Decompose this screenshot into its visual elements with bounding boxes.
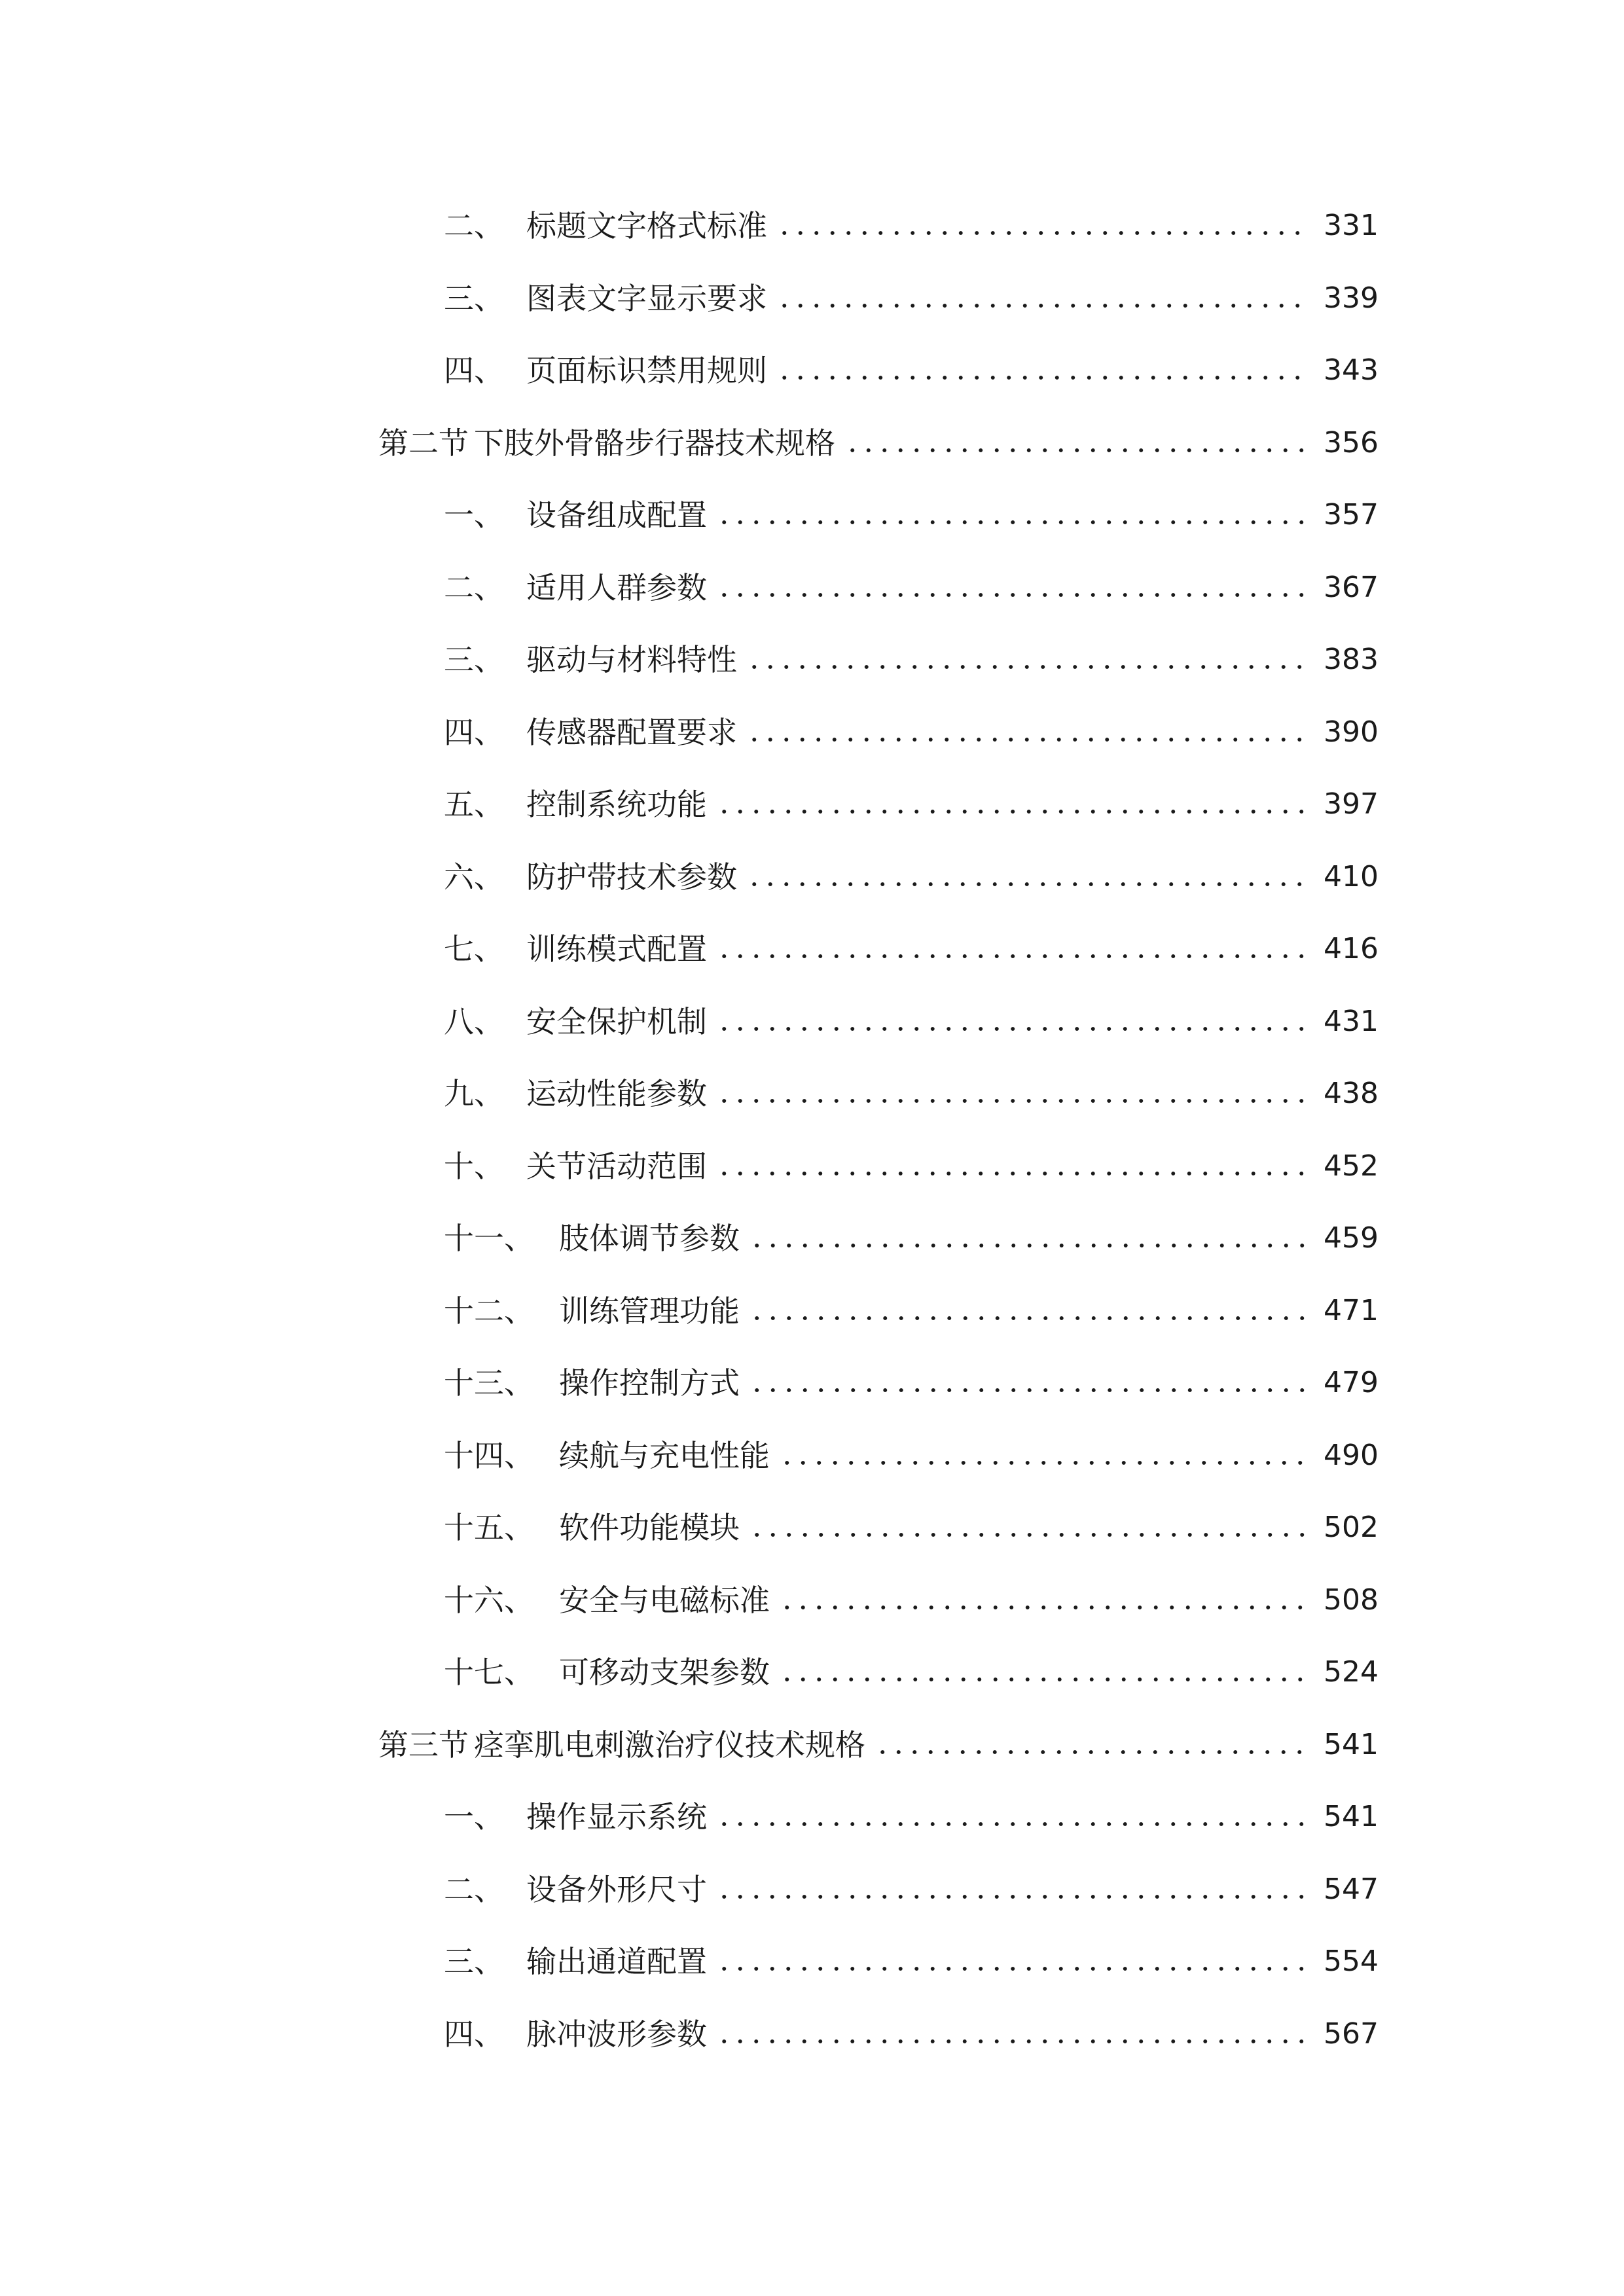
toc-entry-numeral: 三、 [444,642,504,678]
toc-entry-title: 驱动与材料特性 [526,642,737,678]
toc-section-entry[interactable] [378,1709,1379,1782]
toc-subsection-entry[interactable] [378,1564,1379,1637]
dot-leader [875,1750,1308,1754]
toc-subsection-entry[interactable] [378,696,1379,769]
toc-entry-numeral: 三、 [444,1944,504,1980]
toc-entry-page-number: 452 [1324,1149,1379,1183]
toc-entry-title: 运动性能参数 [526,1076,707,1112]
toc-entry-numeral: 第三节 [378,1727,469,1763]
toc-entry-numeral: 二、 [444,208,504,244]
toc-subsection-entry[interactable] [378,479,1379,552]
dot-leader [716,1895,1308,1899]
toc-entry-page-number: 397 [1324,787,1379,821]
toc-subsection-entry[interactable] [378,913,1379,986]
toc-entry-page-number: 567 [1324,2017,1379,2051]
toc-entry-numeral: 六、 [444,859,504,895]
toc-entry-numeral: 十四、 [444,1437,534,1473]
toc-subsection-entry[interactable] [378,1781,1379,1854]
toc-entry-numeral: 四、 [444,353,504,389]
toc-entry-page-number: 490 [1324,1438,1379,1472]
toc-subsection-entry[interactable] [378,986,1379,1058]
toc-subsection-entry[interactable] [378,1926,1379,1998]
toc-entry-title: 软件功能模块 [559,1510,740,1546]
toc-entry-page-number: 554 [1324,1945,1379,1979]
toc-subsection-entry[interactable] [378,1636,1379,1709]
toc-subsection-entry[interactable] [378,1420,1379,1492]
dot-leader [716,2039,1308,2043]
toc-entry-title: 适用人群参数 [526,569,707,605]
toc-subsection-entry[interactable] [378,1998,1379,2071]
toc-entry-numeral: 十六、 [444,1582,534,1618]
toc-entry-title: 安全与电磁标准 [559,1582,770,1618]
toc-entry-page-number: 502 [1324,1511,1379,1545]
toc-entry-numeral: 十、 [444,1148,504,1184]
dot-leader [779,1677,1308,1681]
dot-leader [716,954,1308,958]
toc-subsection-entry[interactable] [378,1202,1379,1275]
dot-leader [779,1605,1308,1609]
toc-entry-title: 肢体调节参数 [559,1221,740,1257]
dot-leader [749,1533,1308,1537]
toc-entry-page-number: 459 [1324,1221,1379,1255]
toc-entry-title: 训练管理功能 [559,1293,740,1329]
dot-leader [746,882,1308,886]
toc-entry-title: 痉挛肌电刺激治疗仪技术规格 [474,1727,865,1763]
toc-entry-title: 操作控制方式 [559,1365,740,1401]
toc-entry-page-number: 367 [1324,570,1379,604]
toc-entry-title: 图表文字显示要求 [526,280,767,316]
toc-entry-page-number: 541 [1324,1800,1379,1834]
toc-subsection-entry[interactable] [378,1492,1379,1564]
dot-leader [746,738,1308,742]
toc-entry-numeral: 一、 [444,497,504,533]
dot-leader [716,593,1308,597]
toc-entry-page-number: 390 [1324,715,1379,749]
table-of-contents [378,190,1379,2070]
toc-subsection-entry[interactable] [378,1347,1379,1420]
toc-entry-title: 传感器配置要求 [526,714,737,750]
toc-entry-title: 安全保护机制 [526,1003,707,1039]
dot-leader [776,304,1308,308]
toc-entry-title: 设备外形尺寸 [526,1871,707,1907]
toc-entry-page-number: 356 [1324,425,1379,459]
dot-leader [716,520,1308,524]
toc-subsection-entry[interactable] [378,1130,1379,1203]
toc-subsection-entry[interactable] [378,262,1379,335]
toc-subsection-entry[interactable] [378,1058,1379,1130]
toc-subsection-entry[interactable] [378,841,1379,914]
toc-entry-page-number: 343 [1324,353,1379,387]
toc-subsection-entry[interactable] [378,552,1379,624]
toc-entry-title: 可移动支架参数 [559,1655,770,1691]
toc-entry-page-number: 416 [1324,932,1379,966]
toc-entry-page-number: 383 [1324,643,1379,677]
toc-entry-title: 防护带技术参数 [526,859,737,895]
toc-entry-numeral: 一、 [444,1799,504,1835]
toc-entry-page-number: 431 [1324,1004,1379,1038]
dot-leader [746,665,1308,669]
toc-entry-numeral: 十一、 [444,1221,534,1257]
toc-entry-title: 设备组成配置 [526,497,707,533]
dot-leader [716,1172,1308,1175]
dot-leader [716,1099,1308,1103]
toc-entry-page-number: 438 [1324,1077,1379,1111]
toc-entry-numeral: 第二节 [378,425,469,461]
dot-leader [779,1461,1308,1465]
dot-leader [844,448,1308,452]
toc-entry-numeral: 七、 [444,931,504,967]
toc-entry-title: 脉冲波形参数 [526,2016,707,2052]
toc-entry-title: 下肢外骨骼步行器技术规格 [474,425,835,461]
toc-section-entry[interactable] [378,407,1379,480]
toc-entry-page-number: 508 [1324,1583,1379,1617]
dot-leader [776,376,1308,380]
toc-entry-numeral: 十七、 [444,1655,534,1691]
toc-entry-title: 控制系统功能 [526,787,707,823]
toc-entry-numeral: 五、 [444,787,504,823]
toc-entry-title: 关节活动范围 [526,1148,707,1184]
toc-entry-title: 续航与充电性能 [559,1437,770,1473]
toc-entry-numeral: 九、 [444,1076,504,1112]
toc-entry-numeral: 八、 [444,1003,504,1039]
dot-leader [749,1388,1308,1392]
dot-leader [776,231,1308,235]
toc-entry-page-number: 339 [1324,281,1379,315]
dot-leader [749,1316,1308,1320]
dot-leader [716,1822,1308,1826]
toc-entry-title: 页面标识禁用规则 [526,353,767,389]
toc-subsection-entry[interactable] [378,1275,1379,1348]
toc-subsection-entry[interactable] [378,624,1379,696]
toc-entry-numeral: 二、 [444,569,504,605]
dot-leader [716,810,1308,814]
toc-entry-page-number: 357 [1324,498,1379,532]
dot-leader [749,1244,1308,1247]
dot-leader [716,1027,1308,1031]
toc-entry-page-number: 410 [1324,859,1379,893]
toc-entry-numeral: 三、 [444,280,504,316]
toc-subsection-entry[interactable] [378,1854,1379,1926]
toc-entry-page-number: 471 [1324,1293,1379,1327]
toc-entry-page-number: 547 [1324,1872,1379,1906]
toc-entry-numeral: 十三、 [444,1365,534,1401]
toc-subsection-entry[interactable] [378,190,1379,262]
toc-entry-title: 标题文字格式标准 [526,208,767,244]
toc-entry-page-number: 541 [1324,1727,1379,1761]
toc-entry-page-number: 331 [1324,209,1379,243]
toc-subsection-entry[interactable] [378,334,1379,407]
toc-entry-title: 操作显示系统 [526,1799,707,1835]
toc-entry-page-number: 524 [1324,1655,1379,1689]
toc-entry-numeral: 四、 [444,714,504,750]
toc-entry-numeral: 十五、 [444,1510,534,1546]
toc-subsection-entry[interactable] [378,768,1379,841]
toc-entry-numeral: 四、 [444,2016,504,2052]
toc-entry-numeral: 二、 [444,1871,504,1907]
toc-entry-title: 输出通道配置 [526,1944,707,1980]
dot-leader [716,1967,1308,1971]
toc-entry-numeral: 十二、 [444,1293,534,1329]
toc-entry-page-number: 479 [1324,1366,1379,1400]
toc-entry-title: 训练模式配置 [526,931,707,967]
